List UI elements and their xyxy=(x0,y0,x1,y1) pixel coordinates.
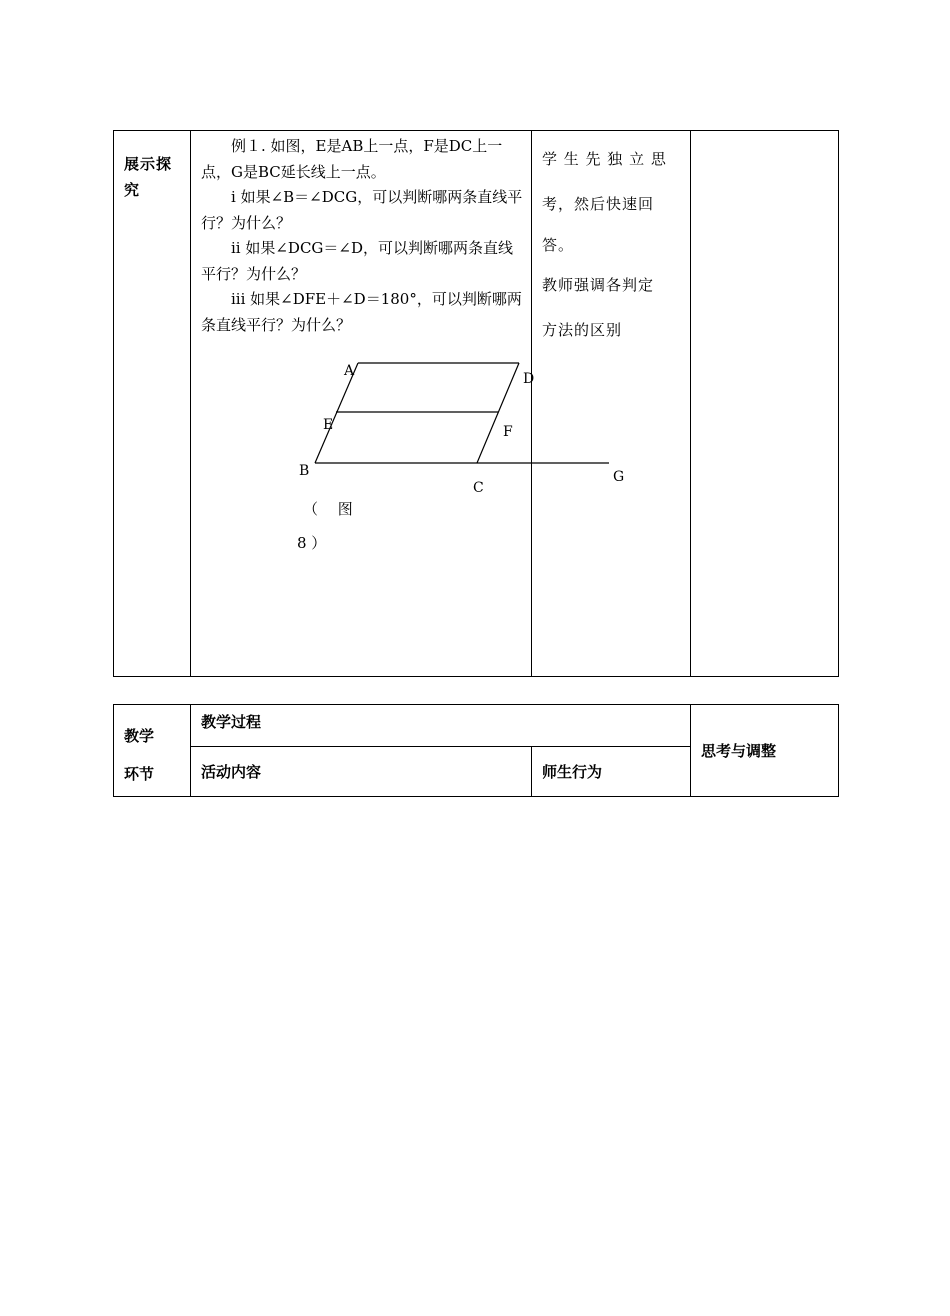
label-c: C xyxy=(473,480,484,496)
question-1: i 如果∠B＝∠DCG，可以判断哪两条直线平行？为什么？ xyxy=(201,188,523,232)
label-a: A xyxy=(344,363,355,379)
section-label: 展示探究 xyxy=(124,155,173,199)
activity-content-label: 活动内容 xyxy=(201,763,262,781)
reflection-cell xyxy=(691,131,839,677)
teaching-process-header xyxy=(191,705,691,747)
question-3: iii 如果∠DFE＋∠D＝180°，可以判断哪两条直线平行？为什么？ xyxy=(201,290,522,334)
behavior-line-2: 考，然后快速回 xyxy=(542,195,655,213)
label-g: G xyxy=(613,469,625,485)
behavior-line-4: 教师强调各判定 xyxy=(542,276,655,294)
teacher-student-behavior-header xyxy=(532,747,691,797)
figure-caption-part2: 8 ） xyxy=(297,534,327,552)
segment-dc xyxy=(477,363,519,463)
teacher-student-behavior-cell xyxy=(532,131,691,677)
section-label-cell xyxy=(114,131,191,677)
stage-header-line-2: 环节 xyxy=(124,765,155,783)
label-d: D xyxy=(523,371,535,387)
label-f: F xyxy=(503,424,513,440)
teaching-process-label: 教学过程 xyxy=(201,713,262,731)
label-e: E xyxy=(323,417,334,433)
behavior-line-3: 答。 xyxy=(542,236,575,254)
lesson-table-section xyxy=(113,130,839,677)
label-b: B xyxy=(299,463,310,479)
question-2: ii 如果∠DCG＝∠D，可以判断哪两条直线平行？为什么？ xyxy=(201,239,514,283)
stage-header-line-1: 教学 xyxy=(124,727,155,745)
behavior-line-1: 学 生 先 独 立 思 xyxy=(542,150,667,168)
reflect-adjust-header xyxy=(691,705,839,797)
teacher-student-behavior-label: 师生行为 xyxy=(542,763,603,781)
lesson-header-table xyxy=(113,704,839,797)
figure-caption-part1: （ 图 xyxy=(303,500,353,518)
activity-content-header xyxy=(191,747,532,797)
behavior-line-5: 方法的区别 xyxy=(542,321,623,339)
teaching-stage-header xyxy=(114,705,191,797)
reflect-adjust-label: 思考与调整 xyxy=(701,742,777,760)
example-intro: 例１. 如图，E是AB上一点，F是DC上一点，G是BC延长线上一点。 xyxy=(201,137,503,181)
